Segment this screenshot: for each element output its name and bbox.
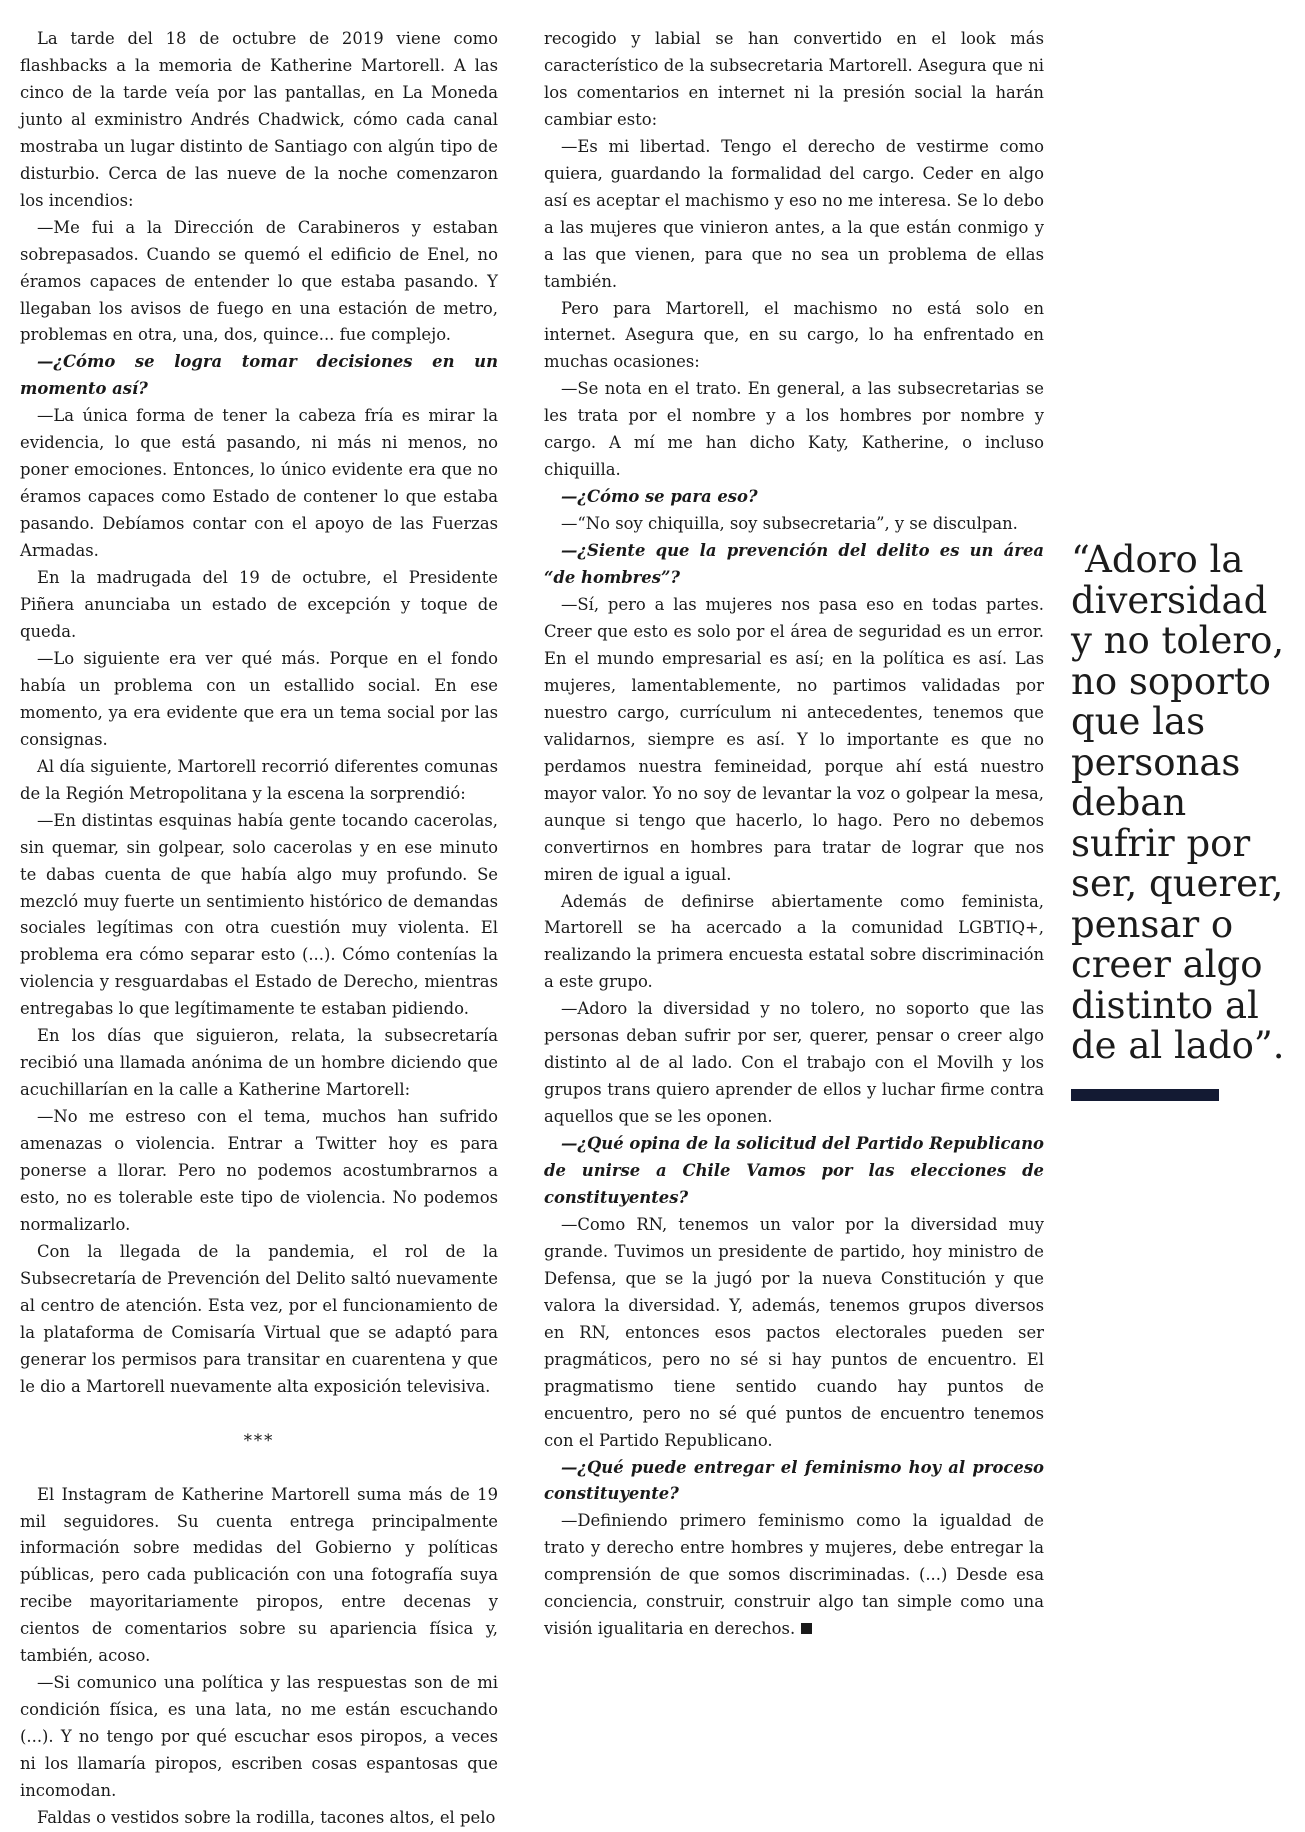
body-paragraph: La tarde del 18 de octubre de 2019 viene como flashbacks a la memoria de Katherine Martorell. A las cinco de la tarde veía por las pantallas, en La Moneda junto al exministro Andrés Chadwick, cómo cada canal mostraba un lugar distinto de Santiago con algún tipo de disturbio. Cerca de las nueve de la noche comenzaron los incendios: xyxy=(20,29,498,210)
body-paragraph: —Si comunico una política y las respuestas son de mi condición física, es una lata, no me están escuchando (...). Y no tengo por qué escuchar esos piropos, a veces ni los llamaría piropos, escriben cosas espantosas que incomodan. xyxy=(20,1673,498,1801)
body-paragraph: —Lo siguiente era ver qué más. Porque en el fondo había un problema con un estallido social. En ese momento, ya era evidente que era un tema social por las consignas. xyxy=(20,648,498,749)
interview-question: —¿Siente que la prevención del delito es un área “de hombres”? xyxy=(544,541,1044,588)
body-paragraph: Pero para Martorell, el machismo no está solo en internet. Asegura que, en su cargo, lo ha enfrentado en muchas ocasiones: xyxy=(544,298,1044,372)
body-paragraph: —La única forma de tener la cabeza fría es mirar la evidencia, lo que está pasando, ni más ni menos, no poner emociones. Entonces, lo único evidente era que no éramos capaces como Estado de contener lo que estaba pasando. Debíamos contar con el apoyo de las Fuerzas Armadas. xyxy=(20,406,498,561)
pull-quote-rule xyxy=(1071,1089,1219,1101)
body-paragraph: —Me fui a la Dirección de Carabineros y estaban sobrepasados. Cuando se quemó el edificio de Enel, no éramos capaces de entender lo que estaba pasando. Y llegaban los avisos de fuego en una estación de metro, problemas en otra, una, dos, quince... fue complejo. xyxy=(20,217,498,345)
body-paragraph: —Sí, pero a las mujeres nos pasa eso en todas partes. Creer que esto es solo por el área de seguridad es un error. En el mundo empresarial es así; en la política es así. Las mujeres, lamentablemente, no partimos validadas por nuestro cargo, currículum ni antecedentes, tenemos que validarnos, siempre es así. Y lo importante es que no perdamos nuestra femineidad, porque ahí está nuestro mayor valor. Yo no soy de levantar la voz o golpear la mesa, aunque si tengo que hacerlo, lo hago. Pero no debemos convertirnos en hombres para tratar de lograr que nos miren de igual a igual. xyxy=(544,595,1044,884)
interview-question: —¿Qué opina de la solicitud del Partido Republicano de unirse a Chile Vamos por las elecciones de constituyentes? xyxy=(544,1134,1044,1207)
body-paragraph: —Adoro la diversidad y no tolero, no soporto que las personas deban sufrir por ser, querer, pensar o creer algo distinto al de al lado. Con el trabajo con el Movilh y los grupos trans quiero aprender de ellos y luchar firme contra aquellos que se les oponen. xyxy=(544,999,1044,1127)
body-paragraph: Al día siguiente, Martorell recorrió diferentes comunas de la Región Metropolitana y la escena la sorprendió: xyxy=(20,756,498,803)
body-paragraph: —Es mi libertad. Tengo el derecho de vestirme como quiera, guardando la formalidad del cargo. Ceder en algo así es aceptar el machismo y eso no me interesa. Se lo debo a las mujeres que vinieron antes, a la que están conmigo y a las que vienen, para que no sea un problema de ellas también. xyxy=(544,136,1044,291)
body-paragraph: En los días que siguieron, relata, la subsecretaría recibió una llamada anónima de un hombre diciendo que acuchillarían en la calle a Katherine Martorell: xyxy=(20,1026,498,1100)
end-mark-icon xyxy=(801,1623,812,1634)
interview-question: —¿Qué puede entregar el feminismo hoy al proceso constituyente? xyxy=(544,1457,1044,1504)
body-paragraph: —Se nota en el trato. En general, a las subsecretarias se les trata por el nombre y a los hombres por nombre y cargo. A mí me han dicho Katy, Katherine, o incluso chiquilla. xyxy=(544,379,1044,480)
body-paragraph: Con la llegada de la pandemia, el rol de la Subsecretaría de Prevención del Delito saltó nuevamente al centro de atención. Esta vez, por el funcionamiento de la plataforma de Comisaría Virtual que se adaptó para generar los permisos para transitar en cuarentena y que le dio a Martorell nuevamente alta exposición televisiva. xyxy=(20,1241,498,1396)
pull-quote: “Adoro la diversidad y no tolero, no soporto que las personas deban sufrir por ser, querer, pensar o creer algo distinto al de al lado”. xyxy=(1071,538,1285,1067)
body-paragraph: Además de definirse abiertamente como feminista, Martorell se ha acercado a la comunidad LGBTIQ+, realizando la primera encuesta estatal sobre discriminación a este grupo. xyxy=(544,891,1044,992)
body-paragraph: recogido y labial se han convertido en el look más característico de la subsecretaria Martorell. Asegura que ni los comentarios en internet ni la presión social la harán cambiar esto: xyxy=(544,29,1044,129)
body-paragraph: —No me estreso con el tema, muchos han sufrido amenazas o violencia. Entrar a Twitter hoy es para ponerse a llorar. Pero no podemos acostumbrarnos a esto, no es tolerable este tipo de violencia. No podemos normalizarlo. xyxy=(20,1107,498,1234)
body-paragraph: El Instagram de Katherine Martorell suma más de 19 mil seguidores. Su cuenta entrega principalmente información sobre medidas del Gobierno y políticas públicas, pero cada publicación con una fotografía suya recibe mayoritariamente piropos, entre decenas y cientos de comentarios sobre su apariencia física y, también, acoso. xyxy=(20,1484,498,1666)
body-paragraph: —Como RN, tenemos un valor por la diversidad muy grande. Tuvimos un presidente de partido, hoy ministro de Defensa, que se la jugó por la nueva Constitución y que valora la diversidad. Y, además, tenemos grupos diversos en RN, entonces esos pactos electorales pueden ser pragmáticos, pero no sé si hay puntos de encuentro. El pragmatismo tiene sentido cuando hay puntos de encuentro, pero no sé qué puntos de encuentro tenemos con el Partido Republicano. xyxy=(544,1214,1044,1450)
body-paragraph: —Definiendo primero feminismo como la igualdad de trato y derecho entre hombres y mujeres, debe entregar la comprensión de que somos discriminadas. (...) Desde esa conciencia, construir, construir algo tan simple como una visión igualitaria en derechos. xyxy=(544,1511,1044,1639)
article-column-right xyxy=(544,26,1044,1643)
body-paragraph: —“No soy chiquilla, soy subsecretaria”, y se disculpan. xyxy=(561,514,1018,534)
interview-question: —¿Cómo se logra tomar decisiones en un momento así? xyxy=(20,352,498,399)
article-column-left xyxy=(20,26,498,1832)
body-paragraph: En la madrugada del 19 de octubre, el Presidente Piñera anunciaba un estado de excepción y toque de queda. xyxy=(20,568,498,641)
interview-question: —¿Cómo se para eso? xyxy=(561,487,758,507)
section-separator: *** xyxy=(243,1430,275,1450)
body-paragraph: Faldas o vestidos sobre la rodilla, tacones altos, el pelo xyxy=(37,1808,496,1827)
body-paragraph: —En distintas esquinas había gente tocando cacerolas, sin quemar, sin golpear, solo cacerolas y en ese minuto te dabas cuenta de que había algo muy profundo. Se mezcló muy fuerte un sentimiento histórico de demandas sociales legítimas con otra cuestión muy violenta. El problema era cómo separar esto (...). Cómo contenías la violencia y resguardabas el Estado de Derecho, mientras entregabas lo que legítimamente te estaban pidiendo. xyxy=(20,810,498,1019)
